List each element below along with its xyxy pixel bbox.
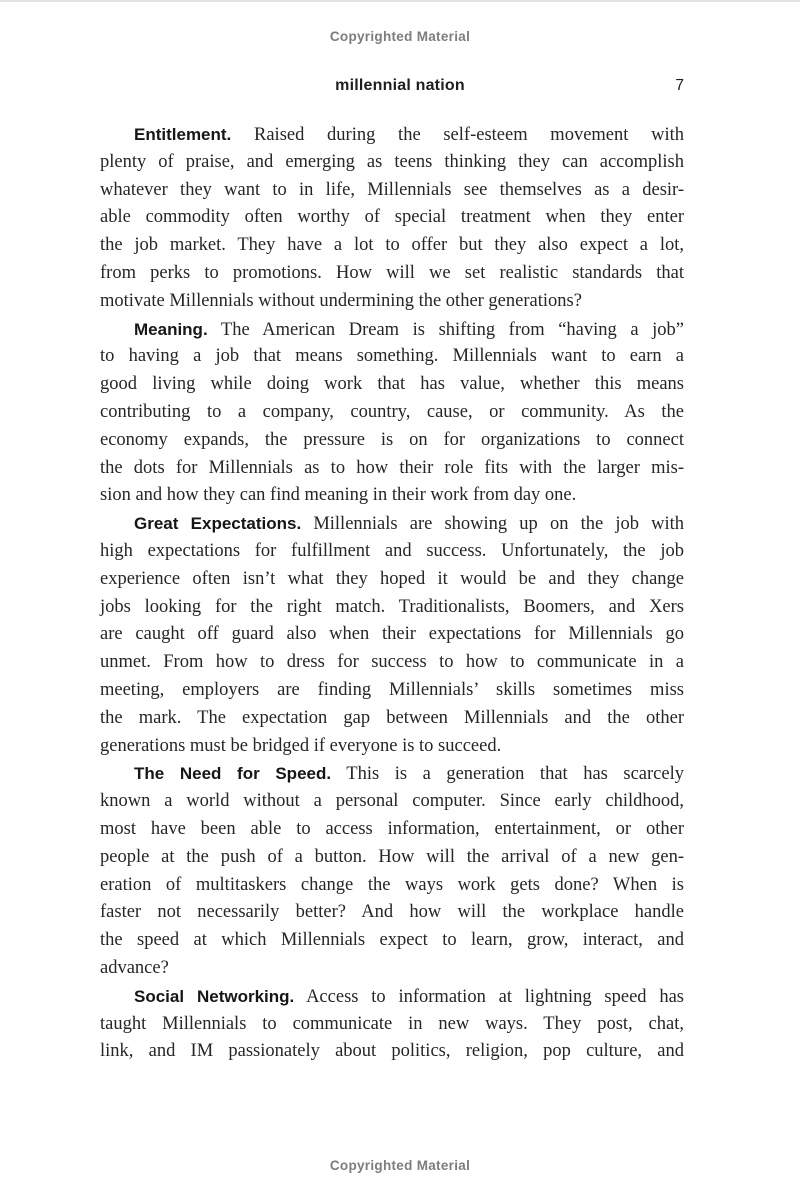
- text-line: able commodity often worthy of special treatment when they enter: [100, 207, 684, 228]
- text-line: motivate Millennials without undermining the other generations?: [100, 290, 582, 311]
- text-line: meeting, employers are finding Millennials’ skills sometimes miss: [100, 679, 684, 700]
- bottom-watermark: Copyrighted Material: [329, 1158, 471, 1173]
- paragraph-social-networking: [100, 983, 684, 1066]
- text-line: known a world without a personal computer. Since early childhood,: [100, 791, 684, 812]
- text-line: Great Expectations. Millennials are showing up on the job with: [134, 514, 684, 535]
- paragraph-lead: Great Expectations.: [134, 514, 302, 534]
- text-line: generations must be bridged if everyone is to succeed.: [100, 735, 502, 756]
- text-line: link, and IM passionately about politics, religion, pop culture, and: [100, 1041, 684, 1062]
- paragraph-lead: Meaning.: [134, 319, 208, 339]
- text-line: sion and how they can find meaning in their work from day one.: [100, 485, 577, 506]
- text-line: Entitlement. Raised during the self-esteem movement with: [134, 125, 684, 145]
- text-line: are caught off guard also when their expectations for Millennials go: [100, 624, 684, 645]
- text-line: to having a job that means something. Millennials want to earn a: [100, 346, 684, 367]
- running-header-title: millennial nation: [335, 77, 465, 94]
- text-line: plenty of praise, and emerging as teens thinking they can accomplish: [100, 151, 684, 172]
- text-line: the dots for Millennials as to how their role fits with the larger mis-: [100, 457, 684, 478]
- paragraph-lead: Entitlement.: [134, 125, 232, 144]
- paragraph-meaning: [100, 316, 684, 511]
- text-line: economy expands, the pressure is on for organizations to connect: [100, 429, 684, 450]
- text-line: the mark. The expectation gap between Millennials and the other: [100, 707, 684, 728]
- page-number: 7: [675, 77, 684, 94]
- paragraph-entitlement: [100, 121, 684, 316]
- text-line: from perks to promotions. How will we set realistic standards that: [100, 262, 684, 283]
- paragraph-great-expectations: [100, 510, 684, 760]
- paragraph-need-for-speed: [100, 760, 684, 982]
- text-line: unmet. From how to dress for success to how to communicate in a: [100, 652, 684, 673]
- text-line: Meaning. The American Dream is shifting from “having a job”: [134, 319, 684, 340]
- text-line: contributing to a company, country, cause, or community. As the: [100, 401, 684, 422]
- paragraph-lead: The Need for Speed.: [134, 764, 332, 784]
- text-line: jobs looking for the right match. Traditionalists, Boomers, and Xers: [100, 596, 684, 617]
- text-line: high expectations for fulfillment and success. Unfortunately, the job: [100, 540, 684, 561]
- top-watermark: Copyrighted Material: [329, 29, 471, 44]
- text-line: experience often isn’t what they hoped it would be and they change: [100, 568, 684, 589]
- text-line: most have been able to access information, entertainment, or other: [100, 818, 684, 839]
- text-line: the job market. They have a lot to offer but they also expect a lot,: [100, 235, 684, 256]
- page-body: [100, 121, 684, 1066]
- text-line: advance?: [100, 957, 169, 978]
- text-line: whatever they want to in life, Millennials see themselves as a desir-: [100, 179, 684, 200]
- text-line: faster not necessarily better? And how will the workplace handle: [100, 902, 684, 923]
- text-line: eration of multitaskers change the ways work gets done? When is: [100, 874, 684, 895]
- text-line: good living while doing work that has value, whether this means: [100, 374, 684, 395]
- text-line: the speed at which Millennials expect to learn, grow, interact, and: [100, 930, 684, 951]
- text-line: Social Networking. Access to information at lightning speed has: [134, 986, 685, 1007]
- paragraph-lead: Social Networking.: [134, 986, 295, 1006]
- text-line: taught Millennials to communicate in new ways. They post, chat,: [100, 1013, 684, 1034]
- text-line: The Need for Speed. This is a generation that has scarcely: [134, 764, 684, 785]
- text-line: people at the push of a button. How will the arrival of a new gen-: [100, 846, 684, 867]
- running-header: [0, 77, 800, 97]
